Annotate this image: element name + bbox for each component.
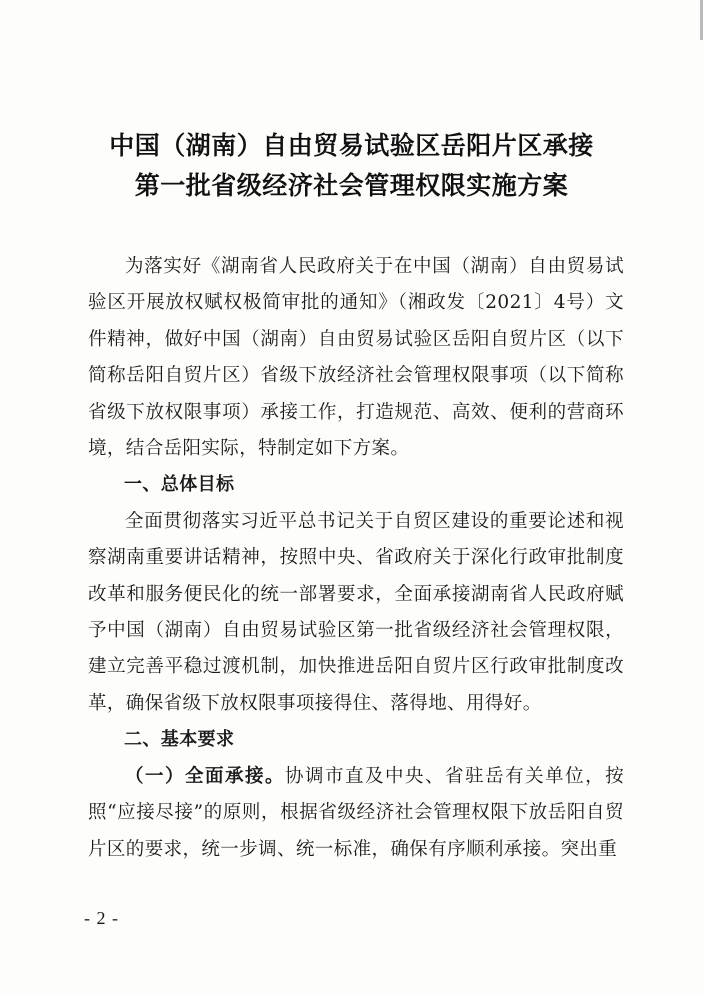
overall-goal-paragraph: 全面贯彻落实习近平总书记关于自贸区建设的重要论述和视察湖南重要讲话精神，按照中央、省政府关于深化行政审批制度改革和服务便民化的统一部署要求，全面承接湖南省人民政府赋予中国（湖南）自由贸易试验区第一批省级经济社会管理权限，建立完善平稳过渡机制，加快推进岳阳自贸片区行政审批制度改革，确保省级下放权限事项接得住、落得地、用得好。	[88, 510, 624, 714]
document-title	[0, 126, 703, 206]
document-body	[88, 249, 624, 868]
title-line-2: 第一批省级经济社会管理权限实施方案	[134, 171, 569, 200]
intro-paragraph: 为落实好《湖南省人民政府关于在中国（湖南）自由贸易试验区开展放权赋权极简审批的通知》（湘政发〔2021〕4号）文件精神，做好中国（湖南）自由贸易试验区岳阳自贸片区（以下简称岳阳自贸片区）省级下放经济社会管理权限事项（以下简称省级下放权限事项）承接工作，打造规范、高效、便利的营商环境，结合岳阳实际，特制定如下方案。	[88, 256, 624, 460]
requirement-item-1-text: 协调市直及中央、省驻岳有关单位，按照“应接尽接”的原则，根据省级经济社会管理权限下放岳阳自贸片区的要求，统一步调、统一标准，确保有序顺利承接。突出重	[88, 765, 624, 860]
section-heading-basic-requirements: 二、基本要求	[124, 729, 235, 751]
title-line-1: 中国（湖南）自由贸易试验区岳阳片区承接	[109, 131, 594, 160]
page-number: - 2 -	[84, 908, 119, 928]
section-heading-overall-goal: 一、总体目标	[124, 474, 235, 496]
requirement-item-1	[88, 759, 624, 868]
requirement-item-1-lead: （一）全面承接。	[125, 765, 286, 787]
